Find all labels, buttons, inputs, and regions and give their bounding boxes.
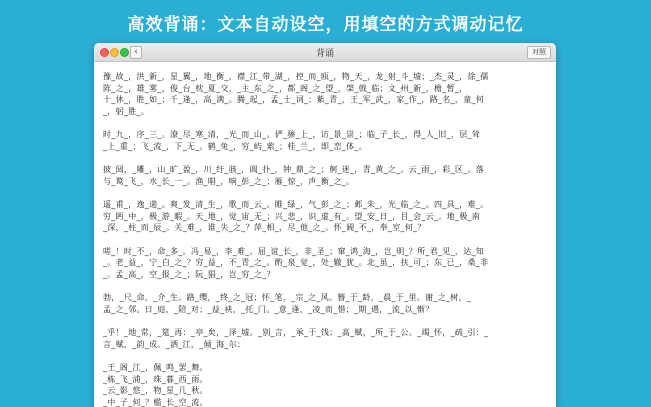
compare-button[interactable]: 对照 [527, 46, 551, 59]
text-line: 陈_之_，雄_雾_，俊_台_枕_夏_交，_主_东_之_，都_阁_之_望_，棨_戟_临；文_州_新_，檐_暂_， [103, 83, 468, 93]
text-paragraph [103, 362, 547, 407]
text-line: _。孟_高_，空_报_之_；阮_猖_，岂_穷_之_？ [103, 269, 275, 279]
text-line: _乎！_地_常，_筵_再：_亭_矣，_泽_墟。_别_言，_承_于_饯；_高_赋，_所_于_公。_竭_怀，_疏_引：_ [103, 328, 489, 337]
text-line: _，躬_胜_。 [103, 106, 150, 116]
text-line: 勃，_尺_命，_介_生。路_缨，_终_之_冠；怀_笔，_宗_之_风。簪_于_龄，_晨_于_里。谢_之_树，_ [103, 293, 472, 302]
text-line: _。老_益_，宁_白_之_？穷_益_，不_青_之_。酌_泉_觉_，处_辙_犹_。北_虽_，扶_可_；东_已_，桑_非 [103, 258, 489, 267]
text-paragraph [103, 71, 547, 117]
text-line: _栋_飞_浦_，珠_暮_西_雨。 [103, 374, 208, 384]
text-paragraph [103, 164, 547, 187]
text-line: 孟_之_邻。日_庭，_陪_对；_益_袂，_托_门。_意_逢，_凌_而_惜；_期_遇，_流_以_惭？ [103, 304, 434, 314]
text-line: 十_休_，胜_如_；千_逢_，高_满_。腾_起_，孟_士_词_；紫_青_，王_军_武_，家_作_，路_名_，童_何 [103, 95, 485, 104]
text-line: 与_鹜_飞_，水_长_一_。渔_唱_，响_彭_之_；雁_惊_，声_衡_之_。 [103, 176, 355, 186]
text-line: _中_子_何_？槛_长_空_流。 [103, 397, 208, 407]
text-line: _云_影_悠_，物_星_几_秋。 [103, 386, 208, 395]
window-title: 背诵 [315, 49, 334, 59]
text-line: 时_九_，序_三_。潦_尽_寒_清，_光_而_山_。俨_骖_上_，访_景_崇_；临_子_长_，得_人_旧_，层_耸 [103, 130, 481, 139]
back-chevron-icon[interactable]: ‹ [130, 46, 142, 59]
text-paragraph [103, 246, 547, 281]
recite-window [94, 43, 556, 407]
text-line: 遥_甫_，逸_遄_。爽_发_清_生_，歌_而_云_。睢_绿_，气_彭_之_；邺_朱_，光_临_之_。四_具_，难_。 [103, 200, 489, 209]
text-paragraph [103, 129, 547, 152]
text-paragraph [103, 327, 547, 350]
text-line: _上_重_；飞_流_，下_无_。鹤_兔_，穷_屿_萦_；桂_兰_，即_峦_体_。 [103, 141, 367, 151]
headline: 高效背诵：文本自动设空，用填空的方式调动记忆 [127, 15, 524, 35]
text-line: 穷_眄_中_，极_游_暇_。天_地_，觉_宙_无_；兴_悲_，识_虚_有_。望_安_日_，目_会_云_。地_极_南 [103, 211, 481, 221]
text-line: _王_阁_江_，佩_鸣_罢_舞。 [103, 363, 208, 372]
text-line: 豫_故_，洪_新_，星_翼_，地_衡_，襟_江_带_湖_，控_而_瓯_，物_天_，龙_射_斗_墟；_杰_灵_，徐_孺 [103, 72, 489, 81]
text-line: _深，_柱_而_辰_。关_难_，谁_失_之_？萍_相_，尽_他_之_。怀_阍_不_，奉_室_何_？ [103, 223, 426, 232]
recite-text-area[interactable] [94, 62, 556, 407]
title-bar [94, 43, 556, 62]
text-line: 披_闼，_雕_，山_旷_盈_，川_纡_骇_，阊_扑_，钟_鼎_之_；舸_迷_，青_黄_之_。云_雨_，彩_区_。落 [103, 165, 485, 174]
text-line: 嗟_！时_不_，命_多_。冯_易_，李_难_。屈_谊_长_，非_圣_；窜_鸿_海_，岂_明_？所_君_见_，达_知 [103, 246, 485, 256]
text-paragraph [103, 292, 547, 315]
text-line: 言_赋，_韵_成。_洒_江，_倾_海_尔： [103, 339, 246, 349]
text-paragraph [103, 199, 547, 234]
